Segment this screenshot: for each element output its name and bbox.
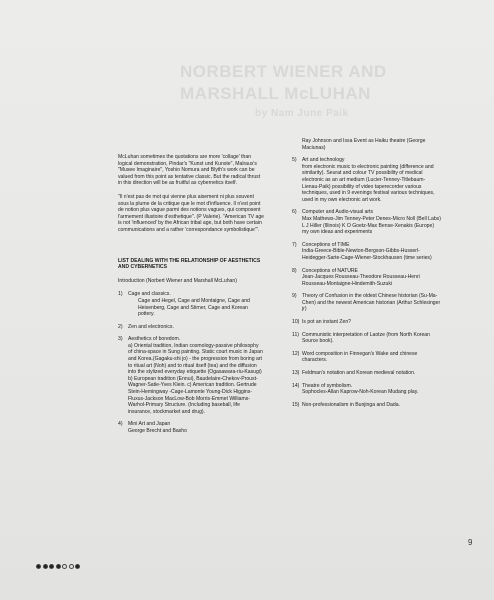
item-number: 2) bbox=[118, 323, 123, 330]
item-number: 10) bbox=[292, 319, 300, 326]
list-item bbox=[292, 370, 442, 377]
item-detail: Jean-Jacques Rousseau-Theodore Rousseau-Henri Rousseau-Montaigne-Hindemith-Suzuki bbox=[302, 274, 420, 287]
list-item bbox=[292, 402, 442, 409]
item-number: 6) bbox=[292, 209, 297, 216]
list-item bbox=[292, 209, 442, 235]
item-title: Art and technology bbox=[302, 157, 345, 164]
item-number: 11) bbox=[292, 331, 299, 338]
item-title: Conceptions of NATURE bbox=[302, 267, 358, 274]
item-number: 14) bbox=[292, 382, 300, 389]
list-heading: LIST DEALING WITH THE RELATIONSHIP OF AESTHETICS AND CYBERNETICS bbox=[118, 257, 261, 271]
list-item bbox=[118, 336, 264, 415]
list-item bbox=[292, 351, 442, 364]
page-indicator-dots bbox=[36, 564, 80, 569]
left-column bbox=[118, 154, 264, 441]
page-number: 9 bbox=[468, 538, 473, 547]
dot-filled-icon bbox=[49, 564, 54, 569]
item-title: Is pot an instant Zen? bbox=[302, 319, 351, 326]
item-number: 4) bbox=[118, 421, 123, 428]
item-number: 13) bbox=[292, 370, 300, 377]
list-intro: Introduction (Norbert Wiener and Marshall McLuhan) bbox=[118, 277, 237, 284]
item-detail: George Brecht and Basho bbox=[128, 428, 187, 434]
ghost-byline: by Nam June Paik bbox=[255, 108, 349, 119]
item-detail: a) Oriental tradition, Indian cosmology-passive philosophy of china-space in Sung painting. Static court music in Japan and Korea.(Gagaku-shi jo) - the progression from boring art to ritual art (Noh) and to ritual itself (tea) and the diffusion into the stylized everyday etiquette (Ogasawara-riu-Kasugi) b) European tradition (Ennui), Baudelaire-Chekov-Proust-Wagner-Satie-Yves Klein. c) American tradition. Gertrude Stein-Hemingway -Cage-Lamonte Young-Dick Higgins-Fluxus-Jackson MacLow-Bob Morris-Emmet Williams-Warhol-Primary Structure. (Including baseball, life insurance, stockmarket and drug). bbox=[128, 342, 263, 415]
item-number: 15) bbox=[292, 401, 300, 408]
item-detail: Max Mathews-Jim Tenney-Peter Denes-Micro Noll (Bell Labs) L J Hiller (Illinois) K O Goetz-Max Bense-Xenakis (Europe) my own ideas and experiments bbox=[302, 215, 441, 236]
item-detail: from electronic music to electronic painting (difference and similarity). Seurat and colour TV possibility of medical electronic as an art medium (Lucier-Tenney-Titlebaum-Lienau-Paik) possibility of video taperecorder various techniques, used in 9 evenings festival various techniques, used in my own electronic art work. bbox=[302, 163, 435, 203]
ghost-title-line-2: MARSHALL McLUHAN bbox=[180, 84, 371, 103]
list-item bbox=[292, 242, 442, 262]
item-title: Theory of Confusion in the oldest Chinese historian (Su-Ma-Chen) and the newest American historian (Arthur Schlesinger jr) bbox=[302, 293, 441, 313]
item-number: 5) bbox=[292, 157, 297, 164]
list-item bbox=[292, 319, 442, 326]
item-number: 1) bbox=[118, 291, 123, 298]
ghost-title-line-1: NORBERT WIENER AND bbox=[180, 62, 387, 81]
continued-item: Ray Johnson and Issa Event as Haiku theatre (George Maciunas) bbox=[302, 138, 426, 151]
item-number: 7) bbox=[292, 241, 297, 248]
item-number: 9) bbox=[292, 293, 297, 300]
item-title: Conceptions of TIME bbox=[302, 241, 350, 248]
paragraph-1: McLuhan sometimes the quotations are more 'collage' than logical demonstration, Pindar's "Kunst und Kunste", Malraux's "Musee Imaginaire", Yoshio Nomura and Blyth's work can be valued from this point as tentative classic. But the radical thrust in this direction will be as fruitful as cybernetics itself. bbox=[118, 154, 261, 187]
item-number: 3) bbox=[118, 336, 123, 343]
list-item bbox=[292, 332, 442, 345]
list-item bbox=[292, 293, 442, 313]
dot-filled-icon bbox=[56, 564, 61, 569]
dot-filled-icon bbox=[36, 564, 41, 569]
item-detail: Sophocles-Allan Kaprow-Noh-Korean Mudang play. bbox=[302, 389, 419, 396]
list-item bbox=[118, 324, 264, 331]
dot-filled-icon bbox=[43, 564, 48, 569]
item-detail: Cage and Hegel, Cage and Montaigne, Cage and Heisenberg, Cage and Stirner, Cage and Korean pottery. bbox=[138, 297, 250, 318]
item-title: Mini Art and Japan bbox=[128, 421, 171, 428]
item-title: Non-professionalism in Bunjinga and Dada. bbox=[302, 401, 400, 408]
list-item bbox=[118, 421, 264, 434]
list-item bbox=[292, 268, 442, 288]
dot-filled-icon bbox=[75, 564, 80, 569]
dot-empty-icon bbox=[69, 564, 74, 569]
right-column bbox=[292, 138, 442, 414]
item-detail: India-Greece-Bible-Newton-Bergson-Gibbs-Husserl-Heidegger-Sarte-Cage-Wiener-Stockhausen (time series) bbox=[302, 248, 432, 261]
item-title: Theatre of symbolism. bbox=[302, 382, 353, 389]
item-title: Computer and Audio-visual arts bbox=[302, 209, 374, 216]
paragraph-2: "Il n'est pas de mot qui vienne plus aisement ni plus souvent sous la plume de la critique que le mot d'influence. Il n'est point de notion plus vague parmi des notions vagues, qui composent l'armement illustoire d'esthetique". (P Valerie). "American TV age is not 'influenced' by the African tribal age, but both have certain communications and a rather 'correspondance symbolistique'". bbox=[118, 193, 264, 233]
dot-empty-icon bbox=[62, 564, 67, 569]
item-title: Aesthetics of boredom. bbox=[128, 336, 181, 343]
list-item bbox=[292, 383, 442, 396]
item-title: Zen and electronics. bbox=[128, 323, 174, 330]
item-title: Feldman's notation and Korean medieval notation. bbox=[302, 370, 416, 377]
list-item bbox=[118, 291, 264, 317]
item-title: Word composition in Finnegan's Wake and chinese characters. bbox=[302, 350, 418, 364]
item-title: Communistic interpretation of Laotze (from North Korean Source book). bbox=[302, 331, 430, 345]
list-item bbox=[292, 157, 442, 203]
item-number: 12) bbox=[292, 350, 300, 357]
item-title: Cage and classics. bbox=[128, 291, 171, 298]
item-number: 8) bbox=[292, 267, 297, 274]
